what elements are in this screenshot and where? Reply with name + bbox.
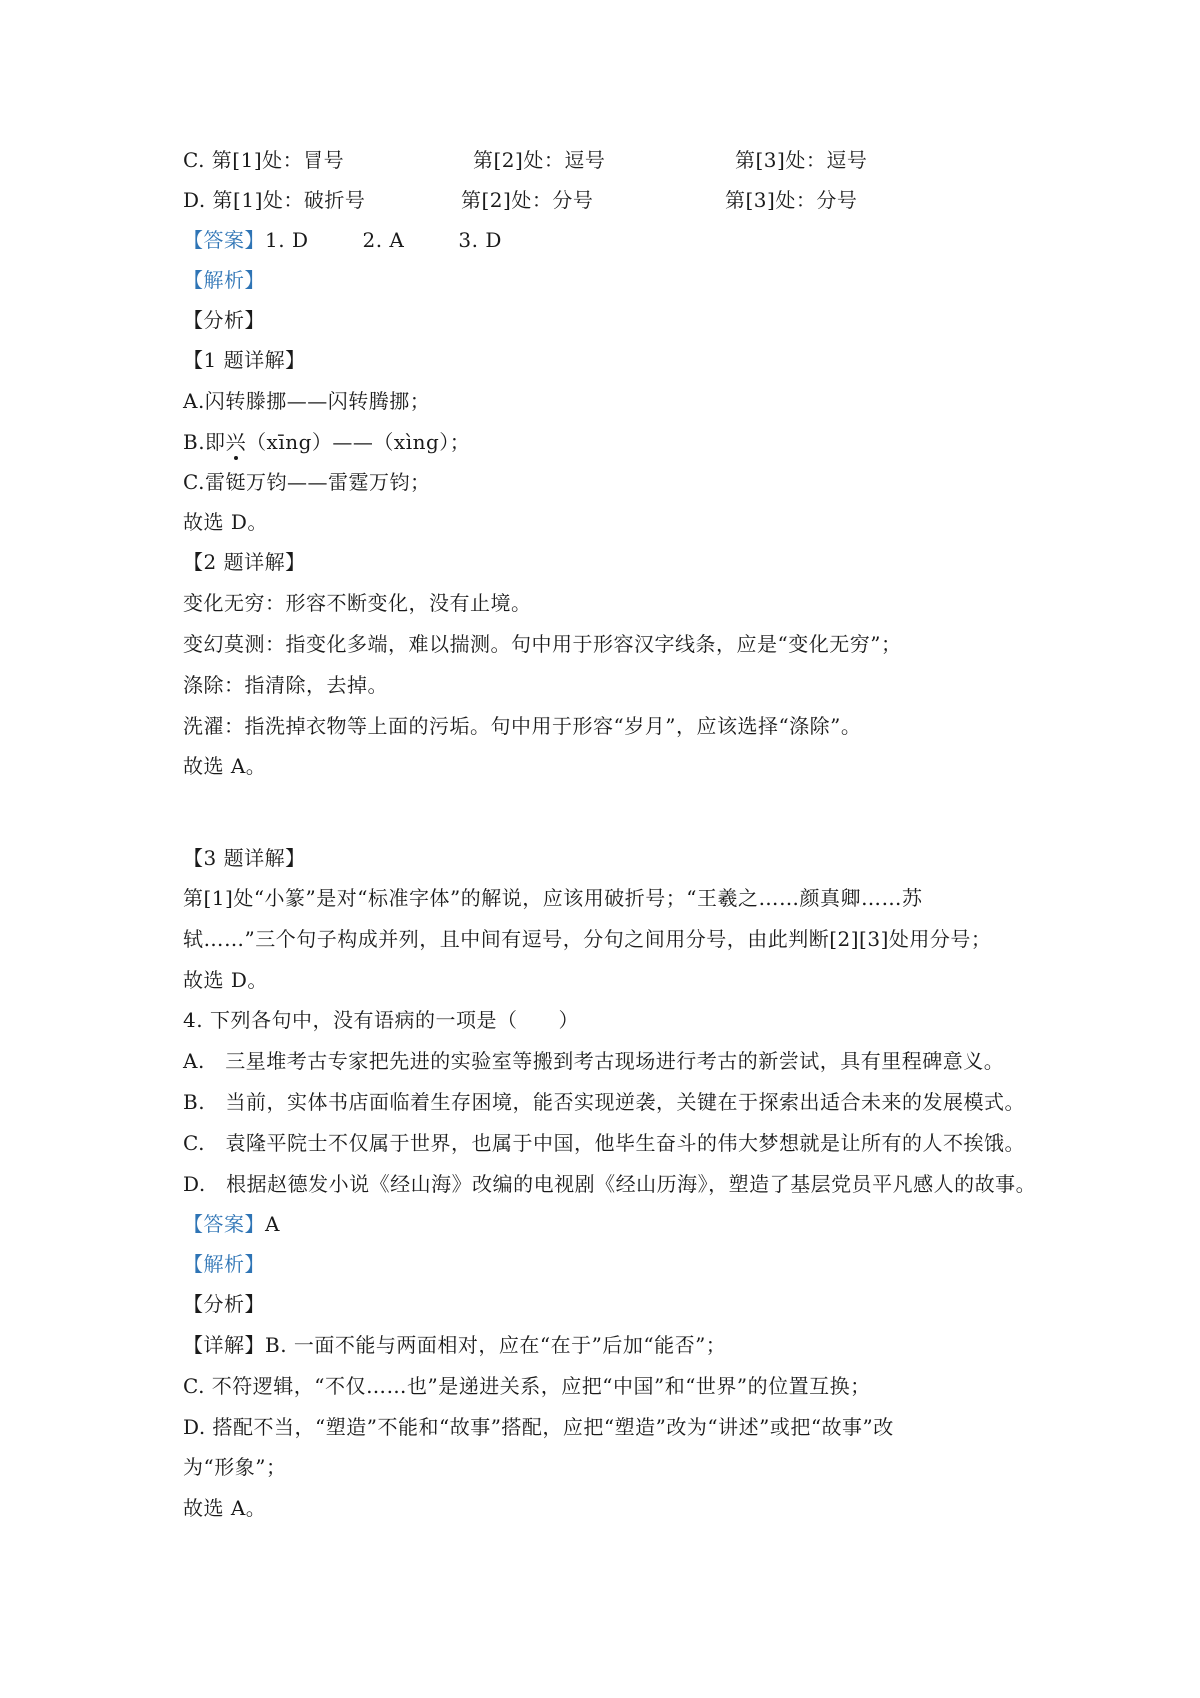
q3-detail-line-2: 轼……”三个句子构成并列，且中间有逗号，分句之间用分号，由此判断[2][3]处用分号； — [183, 927, 992, 951]
q4-detail-b-row — [183, 1331, 726, 1359]
q3-detail-line-1: 第[1]处“小篆”是对“标准字体”的解说，应该用破折号；“王羲之……颜真卿……苏 — [183, 886, 923, 910]
q4-option-c: C. 袁隆平院士不仅属于世界，也属于中国，他毕生奋斗的伟大梦想就是让所有的人不挨饿。 — [183, 1131, 1025, 1155]
q1-detail-b-suffix: （xīng）——（xìng）； — [246, 430, 471, 454]
q4-detail-d-line-2: 为“形象”； — [183, 1455, 287, 1479]
q2-detail-line-1: 变化无穷：形容不断变化，没有止境。 — [183, 591, 532, 615]
q4-answer-value: A — [265, 1212, 280, 1236]
q4-detail-tag: 【详解】 — [183, 1333, 265, 1357]
q4-pick: 故选 A。 — [183, 1496, 267, 1520]
q1-detail-b-prefix: B.即 — [183, 430, 226, 454]
q2-detail-title: 【2 题详解】 — [183, 550, 306, 574]
q4-detail-b: B. 一面不能与两面相对，应在“在于”后加“能否”； — [265, 1333, 727, 1357]
q3-detail-title: 【3 题详解】 — [183, 846, 306, 870]
answer-row-1 — [183, 226, 502, 254]
q4-analysis-tag: 【解析】 — [183, 1252, 265, 1276]
q4-stem: 4. 下列各句中，没有语病的一项是（ ） — [183, 1008, 579, 1032]
q4-detail-c: C. 不符逻辑，“不仅……也”是递进关系，应把“中国”和“世界”的位置互换； — [183, 1374, 871, 1398]
q4-answer-row — [183, 1210, 280, 1238]
fenxi-tag: 【分析】 — [183, 308, 265, 332]
option-d-position-2: 第[2]处：分号 — [461, 188, 594, 212]
option-d-position-3: 第[3]处：分号 — [725, 188, 858, 212]
answer-tag: 【答案】 — [183, 228, 265, 252]
q2-detail-line-3: 涤除：指清除，去掉。 — [183, 673, 388, 697]
q1-detail-c: C.雷铤万钧——雷霆万钧； — [183, 470, 431, 494]
analysis-tag: 【解析】 — [183, 268, 265, 292]
answer-3: 3. D — [458, 228, 502, 252]
q4-option-a: A. 三星堆考古专家把先进的实验室等搬到考古现场进行考古的新尝试，具有里程碑意义。 — [183, 1049, 1005, 1073]
q1-detail-a: A.闪转滕挪——闪转腾挪； — [183, 389, 431, 413]
q3-pick: 故选 D。 — [183, 968, 268, 992]
q2-detail-line-2: 变幻莫测：指变化多端，难以揣测。句中用于形容汉字线条，应是“变化无穷”； — [183, 632, 902, 656]
q4-option-b: B. 当前，实体书店面临着生存困境，能否实现逆袭，关键在于探索出适合未来的发展模式。 — [183, 1090, 1026, 1114]
q4-fenxi-tag: 【分析】 — [183, 1292, 265, 1316]
q4-option-d: D. 根据赵德发小说《经山海》改编的电视剧《经山历海》，塑造了基层党员平凡感人的故事。 — [183, 1172, 1037, 1196]
option-c-position-2: 第[2]处：逗号 — [473, 148, 606, 172]
q4-answer-tag: 【答案】 — [183, 1212, 265, 1236]
answer-2: 2. A — [362, 228, 405, 252]
option-c-label: C. 第[1]处：冒号 — [183, 148, 345, 172]
q2-pick: 故选 A。 — [183, 754, 267, 778]
option-d-label: D. 第[1]处：破折号 — [183, 188, 366, 212]
q2-detail-line-4: 洗濯：指洗掉衣物等上面的污垢。句中用于形容“岁月”，应该选择“涤除”。 — [183, 714, 862, 738]
answer-1: 1. D — [265, 228, 309, 252]
emphasis-char: 兴 — [225, 430, 247, 454]
q1-pick: 故选 D。 — [183, 510, 268, 534]
q1-detail-b — [183, 428, 470, 456]
q4-detail-d-line-1: D. 搭配不当，“塑造”不能和“故事”搭配，应把“塑造”改为“讲述”或把“故事”改 — [183, 1415, 894, 1439]
option-c-position-3: 第[3]处：逗号 — [735, 148, 868, 172]
q1-detail-title: 【1 题详解】 — [183, 348, 306, 372]
